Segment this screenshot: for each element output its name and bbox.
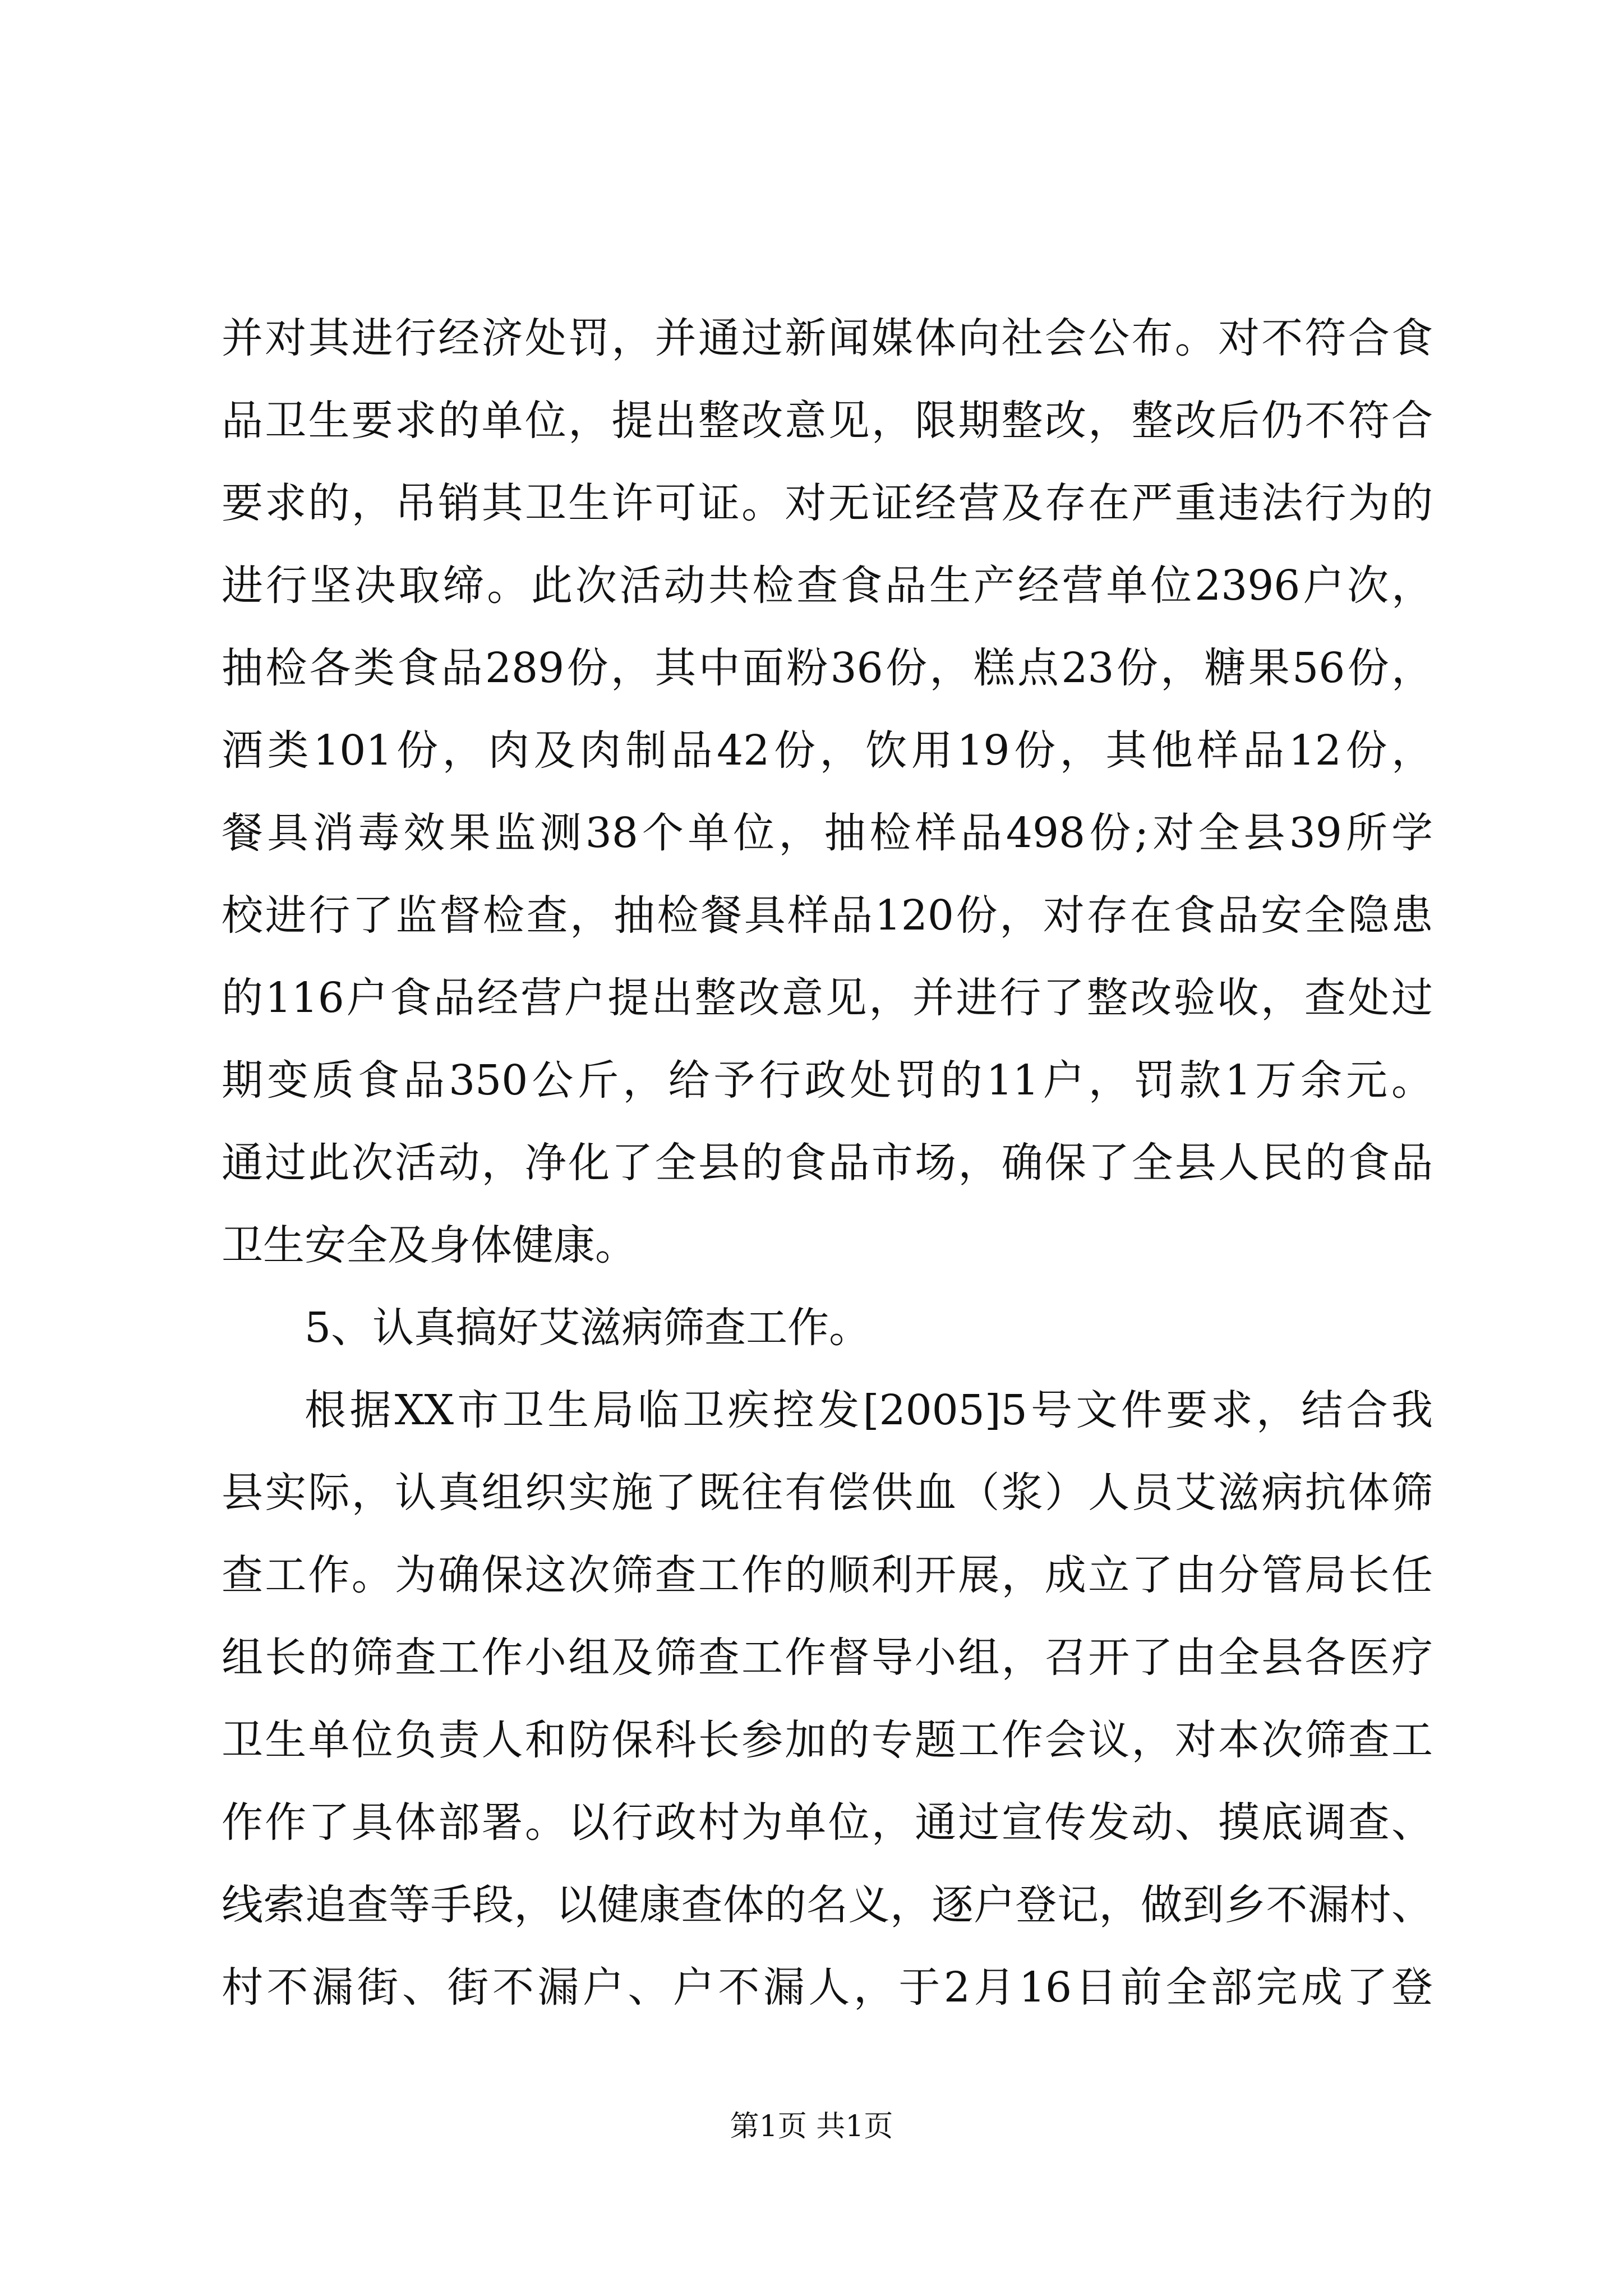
text-line: 村不漏街、街不漏户、户不漏人，于2月16日前全部完成了登 xyxy=(222,1963,1433,2012)
text-line: 县实际，认真组织实施了既往有偿供血（浆）人员艾滋病抗体筛 xyxy=(222,1469,1433,1517)
text-line: 酒类101份，肉及肉制品42份，饮用19份，其他样品12份， xyxy=(222,726,1433,775)
text-line: 查工作。为确保这次筛查工作的顺利开展，成立了由分管局长任 xyxy=(222,1551,1433,1599)
text-line: 的116户食品经营户提出整改意见，并进行了整改验收，查处过 xyxy=(222,974,1433,1022)
text-line: 进行坚决取缔。此次活动共检查食品生产经营单位2396户次， xyxy=(222,562,1433,610)
text-line: 通过此次活动，净化了全县的食品市场，确保了全县人民的食品 xyxy=(222,1139,1433,1187)
document-body xyxy=(222,297,1433,2029)
text-line: 校进行了监督检查，抽检餐具样品120份，对存在食品安全隐患 xyxy=(222,891,1433,940)
section-heading: 5、认真搞好艾滋病筛查工作。 xyxy=(305,1304,871,1352)
text-line: 线索追查等手段，以健康查体的名义，逐户登记，做到乡不漏村、 xyxy=(222,1881,1433,1929)
text-line: 作作了具体部署。以行政村为单位，通过宣传发动、摸底调查、 xyxy=(222,1798,1433,1847)
page-footer: 第1页 共1页 xyxy=(730,2110,893,2143)
text-line: 抽检各类食品289份，其中面粉36份，糕点23份，糖果56份， xyxy=(222,644,1433,692)
text-line: 并对其进行经济处罚，并通过新闻媒体向社会公布。对不符合食 xyxy=(222,314,1433,362)
text-line: 卫生单位负责人和防保科长参加的专题工作会议，对本次筛查工 xyxy=(222,1716,1433,1764)
text-line: 要求的，吊销其卫生许可证。对无证经营及存在严重违法行为的 xyxy=(222,479,1433,527)
text-line: 餐具消毒效果监测38个单位，抽检样品498份;对全县39所学 xyxy=(222,809,1433,857)
text-line: 品卫生要求的单位，提出整改意见，限期整改，整改后仍不符合 xyxy=(222,397,1433,445)
text-line: 卫生安全及身体健康。 xyxy=(222,1221,637,1269)
text-line: 根据XX市卫生局临卫疾控发[2005]5号文件要求，结合我 xyxy=(305,1386,1433,1434)
text-line: 组长的筛查工作小组及筛查工作督导小组，召开了由全县各医疗 xyxy=(222,1634,1433,1682)
text-line: 期变质食品350公斤，给予行政处罚的11户，罚款1万余元。 xyxy=(222,1056,1433,1105)
